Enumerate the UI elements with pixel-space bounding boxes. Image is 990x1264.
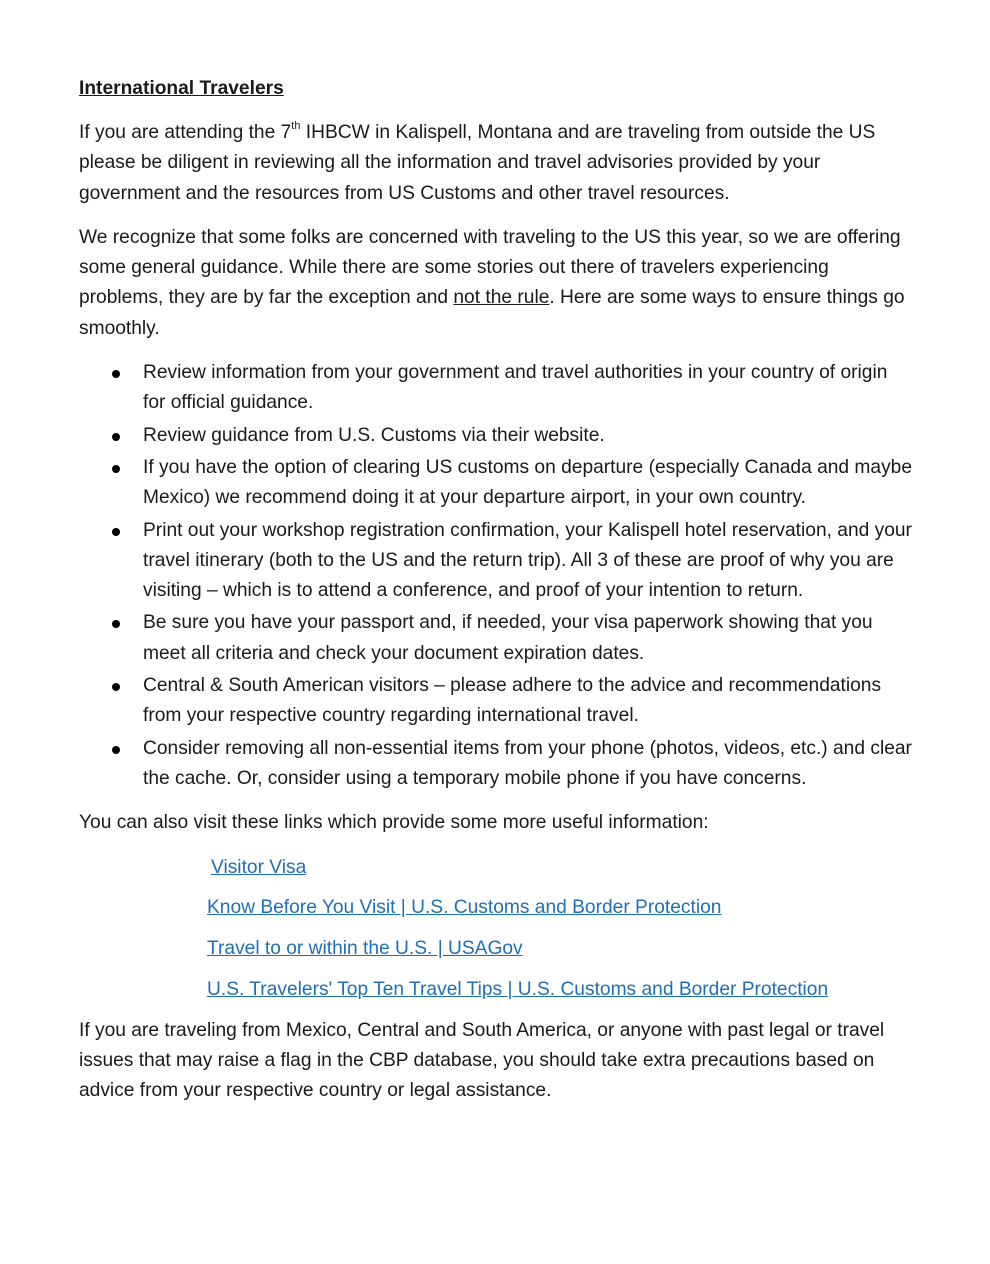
- tips-list: [79, 358, 914, 794]
- intro-text-start: If you are attending the 7: [79, 122, 292, 143]
- section-heading: International Travelers: [79, 78, 284, 99]
- useful-links: [79, 853, 914, 1006]
- link-travel-usagov[interactable]: Travel to or within the U.S. | USAGov: [207, 938, 523, 960]
- list-item-text: Be sure you have your passport and, if needed, your visa paperwork showing that you meet all criteria and check your document expiration dates.: [143, 612, 873, 664]
- document-page: [79, 74, 914, 1121]
- bullet-icon: [112, 370, 120, 378]
- list-item-text: Consider removing all non-essential items from your phone (photos, videos, etc.) and clear the cache. Or, consider using a temporary mobile phone if you have concerns.: [143, 737, 912, 789]
- list-item-text: If you have the option of clearing US customs on departure (especially Canada and maybe Mexico) we recommend doing it at your departure airport, in your own country.: [143, 456, 913, 509]
- bullet-icon: [112, 683, 120, 691]
- link-visitor-visa[interactable]: Visitor Visa: [211, 856, 307, 878]
- guidance-text-end: . Here are some ways to ensure things go smoothly.: [79, 287, 905, 339]
- list-item-text: Print out your workshop registration confirmation, your Kalispell hotel reservation, and your travel itinerary (both to the US and the return trip). All 3 of these are proof of why you are visiting – which is to attend a conference, and proof of your intention to return.: [143, 519, 912, 602]
- guidance-text-start: We recognize that some folks are concerned with traveling to the US this year, so we are offering some general guidance. While there are some stories out there of travelers experiencing problems, they are by far the exception and: [79, 226, 901, 309]
- list-item: [79, 671, 914, 732]
- bullet-icon: [112, 433, 120, 441]
- bullet-icon: [112, 746, 120, 754]
- bullet-icon: [112, 465, 120, 473]
- links-intro: You can also visit these links which provide some more useful information:: [79, 812, 709, 834]
- list-item: [79, 421, 914, 451]
- list-item: [79, 453, 914, 514]
- guidance-paragraph: [79, 223, 914, 344]
- list-item: [79, 608, 914, 669]
- list-item: [79, 734, 914, 795]
- list-item: [79, 358, 914, 419]
- bullet-icon: [112, 620, 120, 628]
- bullet-icon: [112, 528, 120, 536]
- list-item-text: Central & South American visitors – please adhere to the advice and recommendations from your respective country regarding international travel.: [143, 675, 882, 727]
- ordinal-superscript: th: [291, 119, 301, 132]
- list-item: [79, 516, 914, 607]
- list-item-text: Review information from your government and travel authorities in your country of origin for official guidance.: [143, 362, 888, 414]
- closing-paragraph: If you are traveling from Mexico, Central and South America, or anyone with past legal or travel issues that may raise a flag in the CBP database, you should take extra precautions based on advice from your respective country or legal assistance.: [79, 1019, 885, 1102]
- link-top-ten-travel-tips[interactable]: U.S. Travelers' Top Ten Travel Tips | U.S. Customs and Border Protection: [207, 978, 829, 1000]
- intro-paragraph: [79, 118, 914, 209]
- intro-text-end: IHBCW in Kalispell, Montana and are traveling from outside the US please be diligent in reviewing all the information and travel advisories provided by your government and the resources from US Customs and other travel resources.: [79, 122, 876, 204]
- list-item-text: Review guidance from U.S. Customs via their website.: [143, 424, 605, 446]
- link-know-before-you-visit[interactable]: Know Before You Visit | U.S. Customs and Border Protection: [207, 897, 722, 919]
- underlined-phrase: not the rule: [453, 287, 550, 309]
